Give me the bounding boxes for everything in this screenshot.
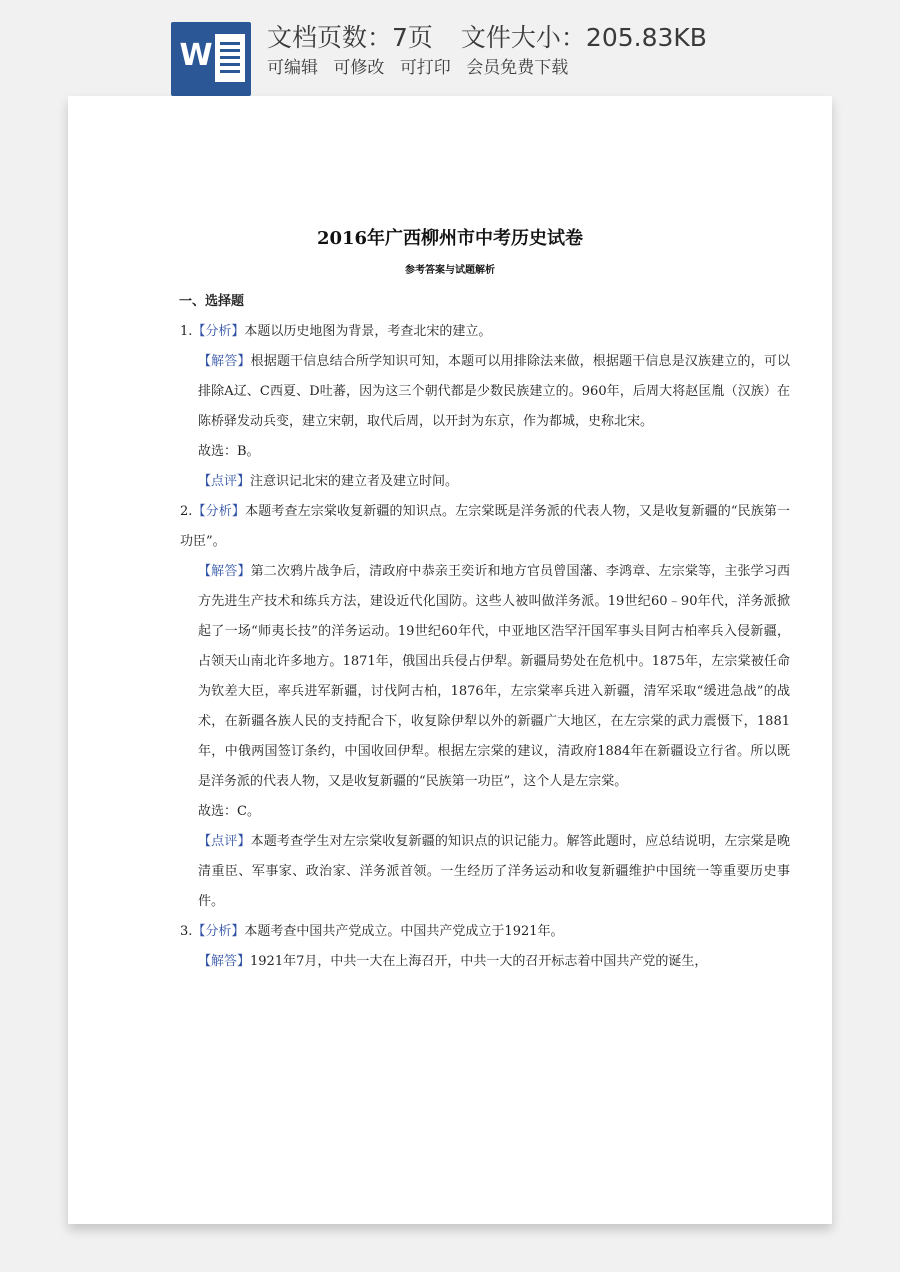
question-item-3 xyxy=(180,917,790,977)
analysis-text: 本题考查中国共产党成立。中国共产党成立于1921年。 xyxy=(244,924,564,939)
analysis-paragraph xyxy=(180,497,790,557)
page-count: 文档页数：7页 xyxy=(267,23,433,52)
comment-tag: 【点评】 xyxy=(198,474,251,489)
download-banner xyxy=(0,0,900,96)
comment-tag: 【点评】 xyxy=(198,834,251,849)
question-item-2 xyxy=(180,497,790,917)
choice-line: 故选：C。 xyxy=(198,804,260,819)
page-lines-icon xyxy=(215,34,245,82)
analysis-tag: 【分析】 xyxy=(192,924,245,939)
analysis-text: 本题考查左宗棠收复新疆的知识点。左宗棠既是洋务派的代表人物，又是收复新疆的“民族第一功臣”。 xyxy=(180,504,790,549)
answer-text: 1921年7月，中共一大在上海召开，中共一大的召开标志着中国共产党的诞生， xyxy=(250,954,708,969)
item-number: 3. xyxy=(180,924,193,939)
answer-tag: 【解答】 xyxy=(198,954,251,969)
answer-paragraph xyxy=(180,947,790,977)
doc-subtitle: 参考答案与试题解析 xyxy=(405,265,495,276)
file-meta xyxy=(267,22,707,54)
choice-line: 故选：B。 xyxy=(198,444,260,459)
analysis-paragraph xyxy=(180,917,790,947)
answer-paragraph xyxy=(180,347,790,437)
comment-text: 注意识记北宋的建立者及建立时间。 xyxy=(250,474,459,489)
answer-text: 根据题干信息结合所学知识可知，本题可以用排除法来做，根据题干信息是汉族建立的，可以排除A辽、C西夏、D吐蕃，因为这三个朝代都是少数民族建立的。960年，后周大将赵匡胤（汉族）在陈桥驿发动兵变，建立宋朝，取代后周，以开封为东京，作为都城，史称北宋。 xyxy=(198,354,790,429)
item-number: 2. xyxy=(180,504,193,519)
doc-body xyxy=(180,292,790,977)
comment-paragraph xyxy=(180,827,790,917)
word-letter: W xyxy=(179,38,213,73)
feature-member-download[interactable]: 会员免费下载 xyxy=(466,58,569,78)
document-page xyxy=(68,96,832,1224)
analysis-text: 本题以历史地图为背景，考查北宋的建立。 xyxy=(244,324,492,339)
item-number: 1. xyxy=(180,324,193,339)
word-document-icon xyxy=(171,22,251,96)
feature-modifiable: 可修改 xyxy=(333,58,385,78)
answer-tag: 【解答】 xyxy=(198,564,251,579)
section-heading: 一、选择题 xyxy=(179,294,245,309)
analysis-tag: 【分析】 xyxy=(192,324,245,339)
feature-list xyxy=(267,56,578,80)
answer-text: 第二次鸦片战争后，清政府中恭亲王奕䜣和地方官员曾国藩、李鸿章、左宗棠等，主张学习西方先进生产技术和练兵方法，建设近代化国防。这些人被叫做洋务派。19世纪60﹣90年代，洋务派掀起了一场“师夷长技”的洋务运动。19世纪60年代，中亚地区浩罕汗国军事头目阿古柏率兵入侵新疆，占领天山南北许多地方。1871年，俄国出兵侵占伊犁。新疆局势处在危机中。1875年，左宗棠被任命为钦差大臣，率兵进军新疆，讨伐阿古柏，1876年，左宗棠率兵进入新疆，清军采取“缓进急战”的战术，在新疆各族人民的支持配合下，收复除伊犁以外的新疆广大地区，在左宗棠的武力震慑下，1881年，中俄两国签订条约，中国收回伊犁。根据左宗棠的建议，清政府1884年在新疆设立行省。所以既是洋务派的代表人物，又是收复新疆的“民族第一功臣”，这个人是左宗棠。 xyxy=(198,564,790,789)
answer-paragraph xyxy=(180,557,790,797)
feature-printable: 可打印 xyxy=(399,58,451,78)
answer-tag: 【解答】 xyxy=(198,354,251,369)
comment-paragraph xyxy=(180,467,790,497)
file-size: 文件大小：205.83KB xyxy=(460,23,707,52)
analysis-tag: 【分析】 xyxy=(192,504,246,519)
doc-title: 2016年广西柳州市中考历史试卷 xyxy=(316,228,584,249)
feature-editable: 可编辑 xyxy=(267,58,318,78)
analysis-paragraph xyxy=(180,317,790,347)
comment-text: 本题考查学生对左宗棠收复新疆的知识点的识记能力。解答此题时，应总结说明，左宗棠是晚清重臣、军事家、政治家、洋务派首领。一生经历了洋务运动和收复新疆维护中国统一等重要历史事件。 xyxy=(198,834,790,909)
question-item-1 xyxy=(180,317,790,497)
